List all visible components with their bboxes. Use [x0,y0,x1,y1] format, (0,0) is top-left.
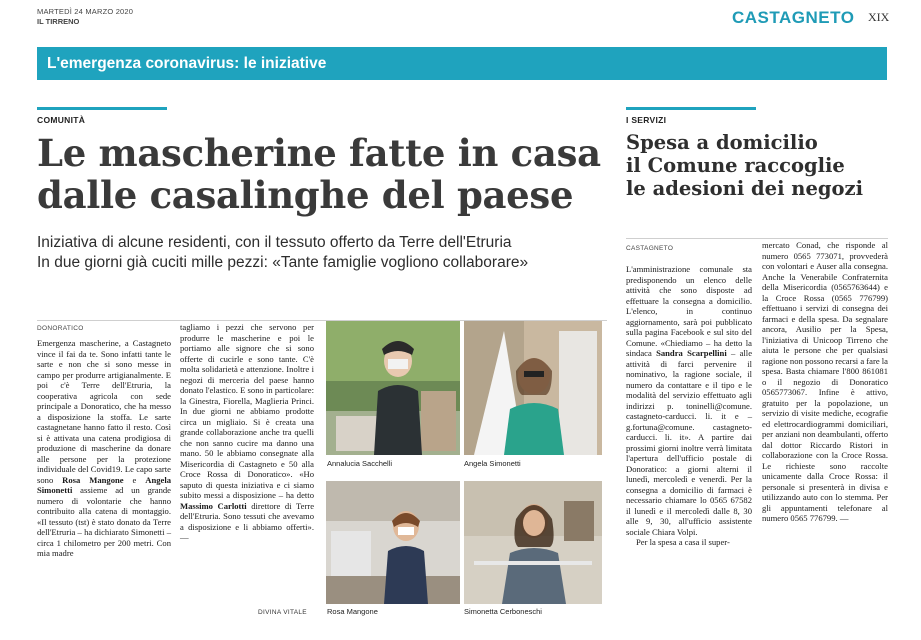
photo-simonetta-cerboneschi [464,481,602,604]
photo-image [326,481,460,604]
section-title: CASTAGNETO [732,8,855,27]
person-name: Angela Simonetti [37,474,172,495]
main-headline [37,132,607,216]
newspaper-name: IL TIRRENO [37,17,80,26]
person-name: Sandra Scarpellini [656,348,727,358]
main-headline-line-1: Le mascherine fatte in casa [37,131,601,175]
right-body-column-2: mercato Conad, che risponde al numero 0565 773071, provvederà con volontari e Auser alla consegna. Anche la Venerabile Confraternita della Misericordia (0565763644) e la Croce Rossa (0565 776799) effettuano i servizi di consegna dei farmaci e della spesa. Da segnalare ancora, Ausilio per la Spesa, l'iniziativa di Unicoop Tirreno che aiuta le persone che per qualsiasi ragione non possono recarsi a fare la spesa. Basta chiamare l'800 861081 o il negozio di Donoratico 0565773067. Infine è attivo, gratuito per la popolazione, un servizio di visite mediche, ecografie ed elettrocardiogrammi domiciliari, per anziani non deambulanti, offerto dal dottor Riccardo Ristori in collaborazione con la Croce Rossa. Le richieste sono raccolte unicamente dalla Croce Rossa: il personale si presenterà in divisa e utilizzando auto con lo stemma. Per gli appuntamenti telefonare al numero 0565 776799. — [762,240,888,523]
photo-caption: Angela Simonetti [464,459,521,468]
right-tag-rule [626,107,756,110]
left-tag-rule [37,107,167,110]
main-subheadline [37,233,607,273]
right-headline-line-1: Spesa a domicilio [626,131,818,154]
photo-annalucia-sacchelli [326,321,460,455]
left-body-column-2: tagliamo i pezzi che servono per produrre le mascherine e poi le portiamo alle signore che si sono offerte di cucirle e sono tante. C'è molta solidarietà e attenzione. Inoltre i negozi di merceria del paese hanno donato l'elastico. E sono in particolare: la Ginestra, Fiorella, Maglieria Princi. In due giorni ne abbiamo prodotte circa un migliaio. Si è creata una grande collaborazione anche tra quelli che non sanno cucire ma danno una mano. 50 le abbiamo consegnate alla Misericordia di Castagneto e 50 alla Croce Rossa di Donoratico». «Ho saputo di questa iniziativa e ci siamo subito messi a disposizione – ha detto Massimo Carlotti direttore di Terre dell'Etruria. Sono tessuti che avevamo a disposizione e li abbiamo offerti». — [180,322,315,542]
right-headline-line-3: le adesioni dei negozi [626,177,863,200]
photo-rosa-mangone [326,481,460,604]
person-name: Rosa Mangone [62,474,124,485]
person-name: Massimo Carlotti [180,500,247,511]
photo-caption: Simonetta Cerboneschi [464,607,542,616]
photo-caption: Annalucia Sacchelli [327,459,393,468]
photo-angela-simonetti [464,321,602,455]
photo-image [464,321,602,455]
topic-banner-text: L'emergenza coronavirus: le iniziative [47,55,327,72]
subheadline-line-2: In due giorni già cuciti mille pezzi: «Tante famiglie vogliono collaborare» [37,254,529,271]
issue-date: MARTEDÌ 24 MARZO 2020 [37,7,134,16]
right-body-column-1: L'amministrazione comunale sta predisponendo un elenco delle attività che sono disposte ad effettuare la consegna a domicilio. L'elenco, in continuo aggiornamento, sarà poi pubblicato sulla pagina Facebook e sul sito del Comune. «Chiediamo – ha detto la sindaca Sandra Scarpellini – alle attività di farci pervenire il nominativo, la ragione sociale, il numero da contattare e il tipo e le modalità del servizio effettuato agli indirizzi p. toninelli@comune. castagneto-carducci. li. it e – g.fortuna@comune. castagneto-carducci. li. it». A partire dai prossimi giorni inoltre verrà limitata l'apertura dell'ufficio postale di Donoratico: a giorni alterni il lunedì, mercoledì e venerdì. Per la consegna a domicilio di farmaci è necessario chiamare lo 0565 67582 il lunedì e il mercoledì dalle 8, 30 alle 9, 30, all'ufficio assistente sociale Chiara Volpi. Per la spesa a casa il super- [626,264,753,547]
photo-image [326,321,460,455]
left-dateline: DONORATICO [37,325,84,332]
left-body-column-1: Emergenza mascherine, a Castagneto vince il fai da te. Sono infatti tante le sarte e non che si sono messe in campo per produrre artigianalmente. E poi c'è Terre dell'Etruria, la cooperativa agricola con sede principale a Donoratico, che ha messo a disposizione la stoffa. Le sarte castagnetane hanno fatto il resto. Così si è attivata una catena prodigiosa di produzione di mascherine da donare alle persone per la protezione individuale del Covid19. Le capo sarte sono Rosa Mangone e Angela Simonetti assieme ad un grande numero di volontarie che hanno contribuito alla catena di montaggio. «Il tessuto (tst) è stato donato da Terre dell'Etruria – ha dichiarato Simonetti – circa 1 chilometro per 200 metri. Con mia madre [37,338,172,558]
right-headline [626,131,906,200]
article-byline: DIVINA VITALE [258,609,307,616]
right-divider [626,238,888,239]
right-article-tag: I SERVIZI [626,115,667,125]
photo-caption: Rosa Mangone [327,607,378,616]
page-number: XIX [868,10,890,24]
subheadline-line-1: Iniziativa di alcune residenti, con il tessuto offerto da Terre dell'Etruria [37,234,512,251]
photo-image [464,481,602,604]
right-dateline: CASTAGNETO [626,245,674,252]
main-headline-line-2: dalle casalinghe del paese [37,173,574,217]
left-article-tag: COMUNITÀ [37,115,86,125]
right-headline-line-2: il Comune raccoglie [626,154,845,177]
